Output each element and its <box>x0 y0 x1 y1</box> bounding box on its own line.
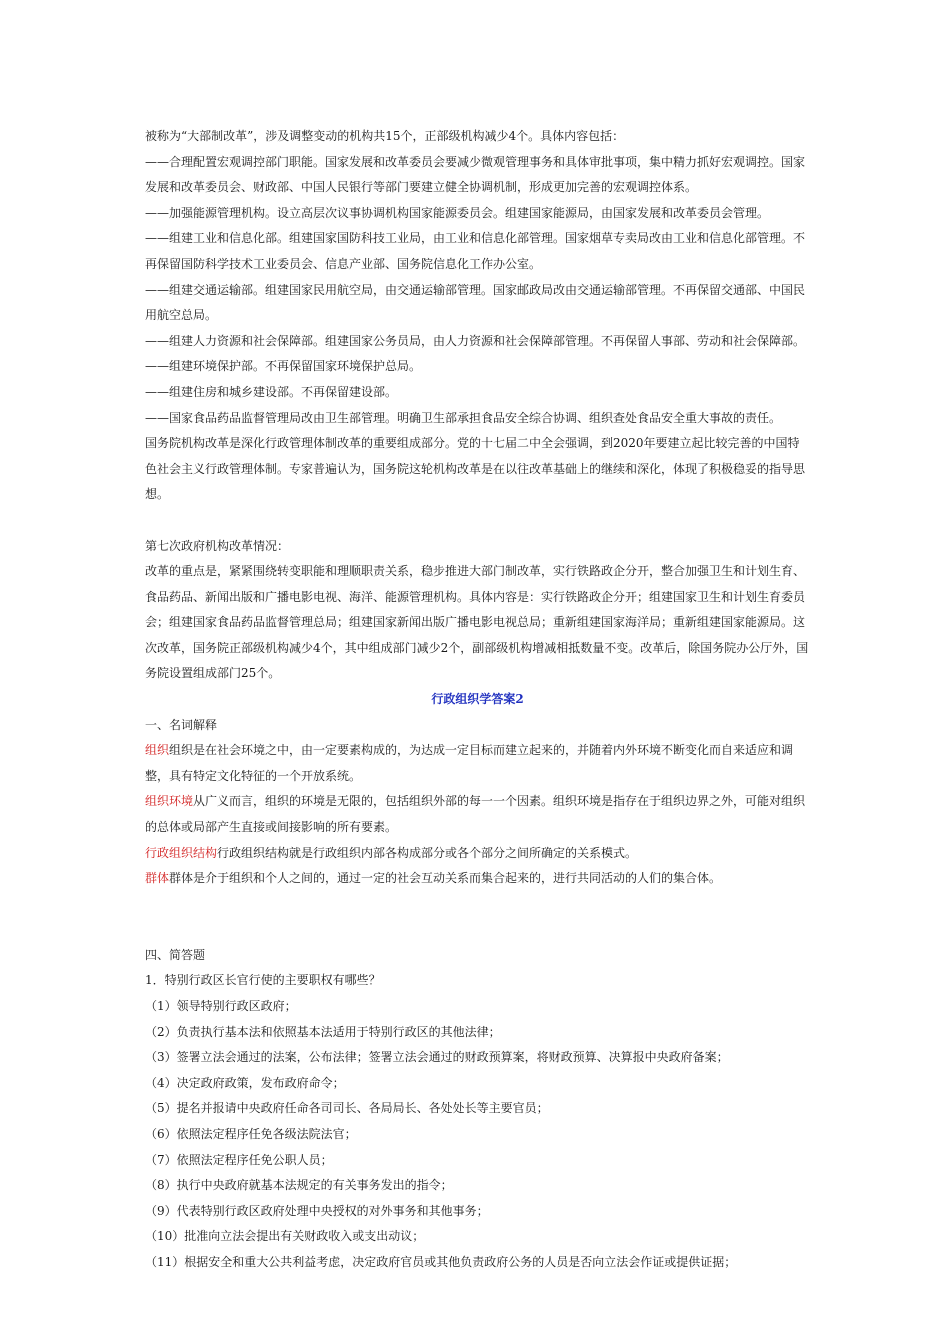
intro-paragraph-1: 被称为“大部制改革”，涉及调整变动的机构共15个，正部级机构减少4个。具体内容包括： <box>145 129 625 143</box>
answer-item-1: （1）领导特别行政区政府； <box>145 999 297 1013</box>
question-1: 1．特别行政区长官行使的主要职权有哪些？ <box>145 973 381 988</box>
answer-item-10: （10）批准向立法会提出有关财政收入或支出动议； <box>145 1229 425 1244</box>
part4-heading: 四、简答题 <box>145 947 206 962</box>
term-label: 组织环境 <box>145 794 194 809</box>
intro-paragraph-2: ——合理配置宏观调控部门职能。国家发展和改革委员会要减少微观管理事务和具体审批事项，集中精力抓好宏观调控。国家发展和改革委员会、财政部、中国人民银行等部门要建立健全协调机制，形成更加完善的宏观调控体系。 <box>145 154 806 195</box>
answer-item-6: （6）依照法定程序任免各级法院法官； <box>145 1126 357 1141</box>
term-definition-3 <box>145 841 810 867</box>
intro-paragraph-9: ——国家食品药品监督管理局改由卫生部管理。明确卫生部承担食品安全综合协调、组织查处食品安全重大事故的责任。 <box>145 410 782 425</box>
spacer <box>145 892 810 943</box>
answer-item-3: （3）签署立法会通过的法案，公布法律；签署立法会通过的财政预算案，将财政预算、决算报中央政府备案； <box>145 1050 729 1065</box>
term-label: 群体 <box>145 871 170 886</box>
intro-paragraph-6: ——组建人力资源和社会保障部。组建国家公务员局，由人力资源和社会保障部管理。不再保留人事部、劳动和社会保障部。 <box>145 333 806 348</box>
answer-item-11: （11）根据安全和重大公共利益考虑，决定政府官员或其他负责政府公务的人员是否向立法会作证或提供证据； <box>145 1254 737 1269</box>
term-text: 群体是介于组织和个人之间的，通过一定的社会互动关系而集合起来的，进行共同活动的人们的集合体。 <box>169 871 722 886</box>
answer-item-9: （9）代表特别行政区政府处理中央授权的对外事务和其他事务； <box>145 1203 489 1218</box>
answer-item-2: （2）负责执行基本法和依照基本法适用于特别行政区的其他法律； <box>145 1024 501 1039</box>
answer-title: 行政组织学答案2 <box>431 692 524 707</box>
spacer <box>145 508 810 534</box>
answer-item-8: （8）执行中央政府就基本法规定的有关事务发出的指令； <box>145 1178 453 1193</box>
document-page <box>145 124 810 1276</box>
term-label: 组织 <box>145 743 170 758</box>
answer-item-4: （4）决定政府政策，发布政府命令； <box>145 1075 345 1090</box>
seventh-reform-paragraph: 改革的重点是，紧紧围绕转变职能和理顺职责关系，稳步推进大部门制改革，实行铁路政企分开，整合加强卫生和计划生育、食品药品、新闻出版和广播电影电视、海洋、能源管理机构。具体内容是：实行铁路政企分开；组建国家卫生和计划生育委员会；组建国家食品药品监督管理总局；组建国家新闻出版广播电影电视总局；重新组建国家海洋局；重新组建国家能源局。这次改革，国务院正部级机构减少4个，其中组成部门减少2个，副部级机构增减相抵数量不变。改革后，除国务院办公厅外，国务院设置组成部门25个。 <box>145 564 809 681</box>
answer-item-5: （5）提名并报请中央政府任命各司司长、各局局长、各处处长等主要官员； <box>145 1101 549 1116</box>
intro-paragraph-3: ——加强能源管理机构。设立高层次议事协调机构国家能源委员会。组建国家能源局，由国家发展和改革委员会管理。 <box>145 205 770 220</box>
answer-item-7: （7）依照法定程序任免公职人员； <box>145 1152 333 1167</box>
term-definition-2 <box>145 789 810 840</box>
term-text: 从广义而言，组织的环境是无限的，包括组织外部的每一一个因素。组织环境是指存在于组织边界之外，可能对组织的总体或局部产生直接或间接影响的所有要素。 <box>145 794 806 835</box>
seventh-reform-heading: 第七次政府机构改革情况： <box>145 538 290 553</box>
term-definition-4 <box>145 866 810 892</box>
intro-paragraph-10: 国务院机构改革是深化行政管理体制改革的重要组成部分。党的十七届二中全会强调，到2020年要建立起比较完善的中国特色社会主义行政管理体制。专家普遍认为，国务院这轮机构改革是在以往改革基础上的继续和深化，体现了积极稳妥的指导思想。 <box>145 436 806 502</box>
term-text: 行政组织结构就是行政组织内部各构成部分或各个部分之间所确定的关系模式。 <box>217 845 638 860</box>
term-text: 组织是在社会环境之中，由一定要素构成的，为达成一定目标而建立起来的，并随着内外环境不断变化而自来适应和调整，具有特定文化特征的一个开放系统。 <box>145 743 794 783</box>
term-label: 行政组织结构 <box>145 845 218 860</box>
intro-paragraph-8: ——组建住房和城乡建设部。不再保留建设部。 <box>145 384 398 399</box>
intro-paragraph-5: ——组建交通运输部。组建国家民用航空局，由交通运输部管理。国家邮政局改由交通运输部管理。不再保留交通部、中国民用航空总局。 <box>145 282 806 323</box>
term-definition-1 <box>145 738 810 789</box>
intro-paragraph-7: ——组建环境保护部。不再保留国家环境保护总局。 <box>145 359 422 374</box>
intro-paragraph-4: ——组建工业和信息化部。组建国家国防科技工业局，由工业和信息化部管理。国家烟草专卖局改由工业和信息化部管理。不再保留国防科学技术工业委员会、信息产业部、国务院信息化工作办公室。 <box>145 231 806 271</box>
part1-heading: 一、名词解释 <box>145 717 218 732</box>
